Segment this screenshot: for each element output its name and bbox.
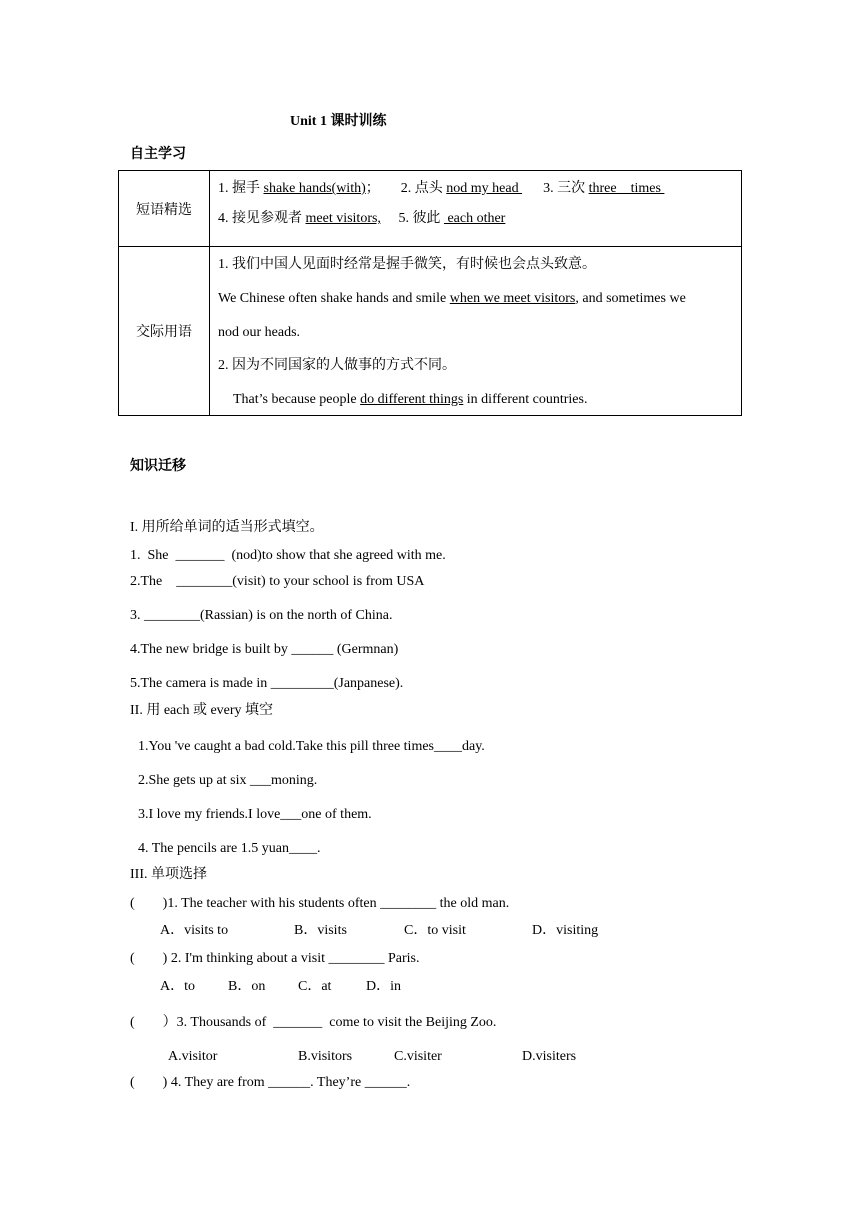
phrase-num: 3. — [543, 181, 554, 196]
expression-text: , and sometimes we — [575, 291, 686, 306]
expression-en-2 — [233, 392, 587, 409]
phrase-cn: 彼此 — [412, 211, 441, 226]
expression-text: in different countries. — [463, 392, 588, 407]
section-heading-knowledge-transfer: 知识迁移 — [130, 459, 186, 474]
row-label-expressions: 交际用语 — [119, 247, 210, 416]
expression-underline: when we meet visitors — [449, 291, 576, 306]
question-4: ( ) 4. They are from ______. They’re ______. — [130, 1075, 411, 1090]
phrase-num: 2. — [400, 181, 412, 196]
q1-option-b: B．visits — [294, 923, 347, 938]
phrase-en: three times — [588, 181, 665, 196]
q3-option-b: B.visitors — [298, 1049, 353, 1064]
part2-item-3: 3.I love my friends.I love___one of them. — [138, 807, 372, 822]
phrase-cn: 接见参观者 — [232, 211, 302, 226]
part1-item-4: 4.The new bridge is built by ______ (Germnan) — [130, 642, 399, 657]
question-3: ( ）3. Thousands of _______ come to visit the Beijing Zoo. — [130, 1015, 497, 1030]
part2-item-2: 2.She gets up at six ___moning. — [138, 773, 318, 788]
expression-text: We Chinese often shake hands and smile — [218, 291, 450, 306]
phrase-en: meet visitors, — [305, 211, 381, 226]
phrase-num: 5. — [398, 211, 409, 226]
phrase-table — [118, 170, 742, 416]
expressions-cell — [210, 247, 742, 416]
table-row-expressions — [119, 247, 742, 416]
phrases-cell — [210, 171, 742, 247]
part3-heading: III. 单项选择 — [130, 867, 207, 882]
page-title: Unit 1 课时训练 — [290, 114, 387, 129]
part2-heading: II. 用 each 或 every 填空 — [130, 703, 274, 718]
q2-option-a: A．to — [160, 979, 195, 994]
q3-option-a: A.visitor — [168, 1049, 218, 1064]
expression-underline: do different things — [360, 392, 464, 407]
part1-item-5: 5.The camera is made in _________(Janpanese). — [130, 676, 404, 691]
phrase-en: nod my head — [446, 181, 523, 196]
q1-option-a: A．visits to — [160, 923, 229, 938]
q2-option-b: B．on — [228, 979, 266, 994]
phrase-num: 4. — [218, 211, 229, 226]
phrase-num: 1. — [218, 181, 229, 196]
expression-text: That’s because people — [233, 392, 361, 407]
section-heading-self-study: 自主学习 — [130, 147, 186, 162]
row-label-phrases: 短语精选 — [119, 171, 210, 247]
phrase-cn: 点头 — [414, 181, 443, 196]
part1-item-2: 2.The ________(visit) to your school is from USA — [130, 574, 425, 589]
expression-cn-1: 1. 我们中国人见面时经常是握手微笑，有时候也会点头致意。 — [218, 257, 596, 272]
expression-en-1-cont: nod our heads. — [218, 325, 301, 340]
phrase-line-1 — [218, 181, 664, 198]
question-1: ( )1. The teacher with his students often ________ the old man. — [130, 896, 510, 911]
q2-option-d: D．in — [366, 979, 401, 994]
phrase-en: each other — [443, 211, 506, 226]
q2-option-c: C．at — [298, 979, 332, 994]
part2-item-1: 1.You 've caught a bad cold.Take this pill three times____day. — [138, 739, 485, 754]
q3-option-c: C.visiter — [394, 1049, 442, 1064]
phrase-en: shake hands(with) — [263, 181, 366, 196]
expression-cn-2: 2. 因为不同国家的人做事的方式不同。 — [218, 358, 456, 373]
phrase-cn: 三次 — [557, 181, 586, 196]
phrase-tail: ； — [365, 181, 380, 196]
part1-item-1: 1. She _______ (nod)to show that she agreed with me. — [130, 548, 446, 563]
q1-option-c: C．to visit — [404, 923, 466, 938]
q1-option-d: D．visiting — [532, 923, 599, 938]
expression-en-1 — [218, 291, 686, 308]
phrase-cn: 握手 — [232, 181, 260, 196]
part1-heading: I. 用所给单词的适当形式填空。 — [130, 520, 324, 535]
part2-item-4: 4. The pencils are 1.5 yuan____. — [138, 841, 321, 856]
part1-item-3: 3. ________(Rassian) is on the north of China. — [130, 608, 393, 623]
q3-option-d: D.visiters — [522, 1049, 577, 1064]
question-2: ( ) 2. I'm thinking about a visit ________ Paris. — [130, 951, 420, 966]
phrase-line-2 — [218, 211, 505, 228]
table-row-phrases — [119, 171, 742, 247]
